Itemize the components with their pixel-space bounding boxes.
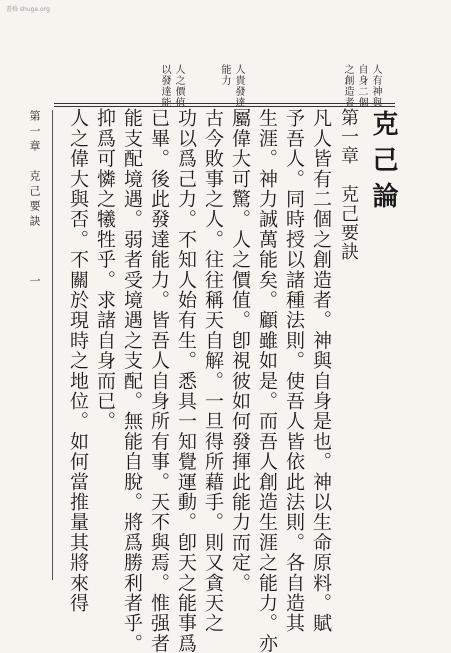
- text-column: 生涯。神力誠萬能矣。顧雖如是。而吾人創造生涯之能力。亦: [256, 108, 278, 653]
- text-column: 屬偉大可驚。人之價值。卽視彼如何發揮此能力而定。: [229, 108, 251, 593]
- page-title: 克己論: [368, 110, 398, 218]
- note-line: 自身二個: [356, 64, 367, 108]
- text-column: 抑爲可憐之犧牲乎。求諸自身而已。: [94, 108, 116, 432]
- text-column: 凡人皆有二個之創造者。神與自身是也。神以生命原料。賦: [310, 108, 332, 634]
- text-column: 人之偉大與否。不關於現時之地位。如何當推量其將來得: [67, 108, 89, 613]
- text-column: 已畢。後此發達能力。皆吾人自身所有事。天不與焉。惟强者: [148, 108, 170, 653]
- text-column: 功以爲己力。不知人始有生。悉具一知覺運動。卽天之能事爲: [175, 108, 197, 653]
- chapter-heading: 第一章 克己要訣: [338, 108, 359, 262]
- text-column: 古今敗事之人。往往稱天自解。一旦得所藉手。則又貪天之: [202, 108, 224, 634]
- note-line: 能力: [219, 64, 230, 86]
- note-line: 人有神與: [370, 64, 381, 108]
- margin-note-right: [233, 64, 381, 108]
- top-rule: [54, 106, 395, 107]
- margin-rule: [52, 110, 53, 580]
- running-footer: 第一章 克己要訣 一: [28, 110, 41, 290]
- note-line: 以發達能: [159, 64, 170, 108]
- text-column: 予吾人。同時授以諸種法則。使吾人皆依此法則。各自造其: [283, 108, 305, 634]
- text-column: 能支配境遇。弱者受境遇之支配。無能自脫。將爲勝利者乎。: [121, 108, 143, 653]
- watermark: 書格 shuge.org: [6, 6, 50, 13]
- note-line: 之創造者: [342, 64, 353, 108]
- top-rule: [54, 103, 395, 104]
- note-line: 人之價值: [173, 64, 184, 108]
- note-line: 人貴發達: [233, 64, 244, 108]
- margin-note-left: [86, 64, 184, 108]
- body-text: [67, 108, 359, 653]
